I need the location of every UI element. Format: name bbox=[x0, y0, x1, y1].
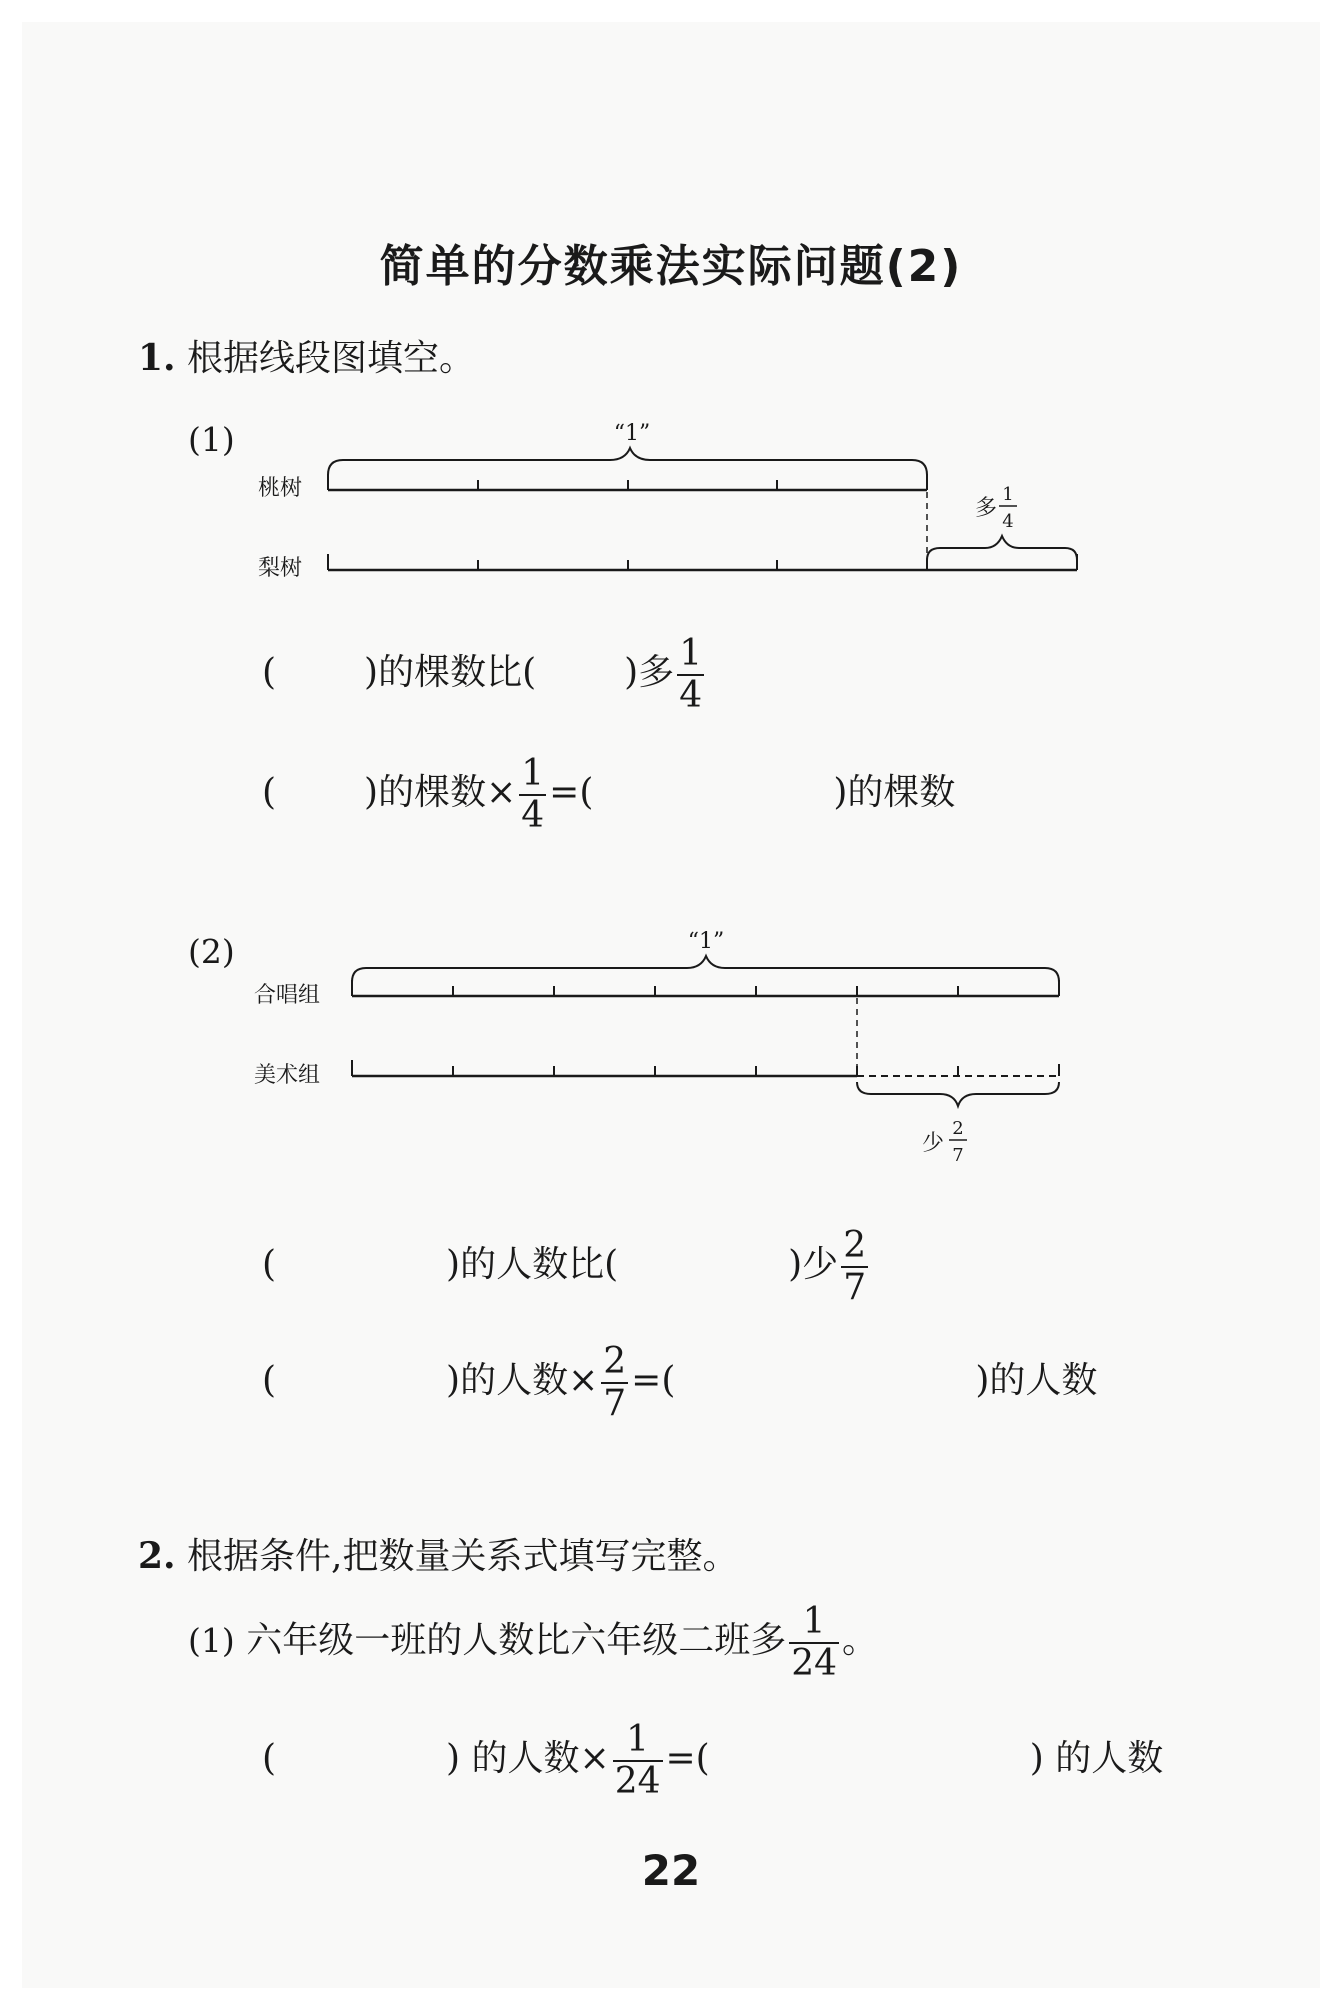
open-paren: ( bbox=[262, 1738, 277, 1779]
less-frac-denominator: 7 bbox=[952, 1145, 964, 1166]
row1-ticks bbox=[328, 474, 927, 490]
row2-label: 美术组 bbox=[254, 1063, 321, 1088]
q1-part2-blank-line-2 bbox=[262, 1341, 1098, 1424]
fraction: $\frac{2}{7}$ bbox=[603, 1341, 627, 1424]
unit-brace bbox=[328, 448, 927, 475]
fraction: $\frac{1}{24}$ bbox=[791, 1601, 838, 1684]
less-label: 少 bbox=[922, 1131, 945, 1156]
q1-part2-line-diagram bbox=[240, 920, 1120, 1190]
q2-part1-text: 六年级一班的人数比六年级二班多 bbox=[246, 1620, 787, 1661]
page-title: 简单的分数乘法实际问题(2) bbox=[379, 241, 963, 292]
line-text: )的人数 bbox=[975, 1360, 1098, 1401]
extra-frac-numerator: 1 bbox=[1002, 484, 1014, 505]
line-text: )少 bbox=[788, 1244, 839, 1285]
q2-part1-label: (1) bbox=[188, 1621, 235, 1660]
q1-part1-label: (1) bbox=[188, 420, 235, 459]
row2-ticks bbox=[328, 554, 1077, 570]
page-number: 22 bbox=[641, 1846, 701, 1895]
question-2-text: 根据条件,把数量关系式填写完整。 bbox=[187, 1536, 739, 1577]
unit-label: “1” bbox=[687, 929, 725, 954]
fraction: $\frac{1}{24}$ bbox=[614, 1719, 661, 1802]
q1-part1-line-diagram bbox=[240, 410, 1120, 610]
question-2-number: 2. bbox=[138, 1535, 176, 1577]
line-text: )的棵数比( bbox=[364, 652, 537, 693]
row1-ticks bbox=[352, 980, 1059, 996]
equals-paren: =( bbox=[665, 1738, 710, 1779]
question-2-heading bbox=[138, 1528, 739, 1579]
unit-brace bbox=[352, 956, 1059, 982]
q1-part1-blank-line-1 bbox=[262, 633, 707, 716]
open-paren: ( bbox=[262, 772, 277, 813]
extra-label: 多 bbox=[975, 496, 998, 521]
line-text: )的人数比( bbox=[446, 1244, 619, 1285]
question-1-text: 根据线段图填空。 bbox=[187, 338, 476, 379]
fraction: $\frac{1}{4}$ bbox=[679, 633, 703, 716]
open-paren: ( bbox=[262, 1360, 277, 1401]
line-text: )多 bbox=[624, 652, 675, 693]
extra-brace bbox=[927, 536, 1077, 560]
sentence-end: 。 bbox=[842, 1620, 879, 1661]
line-text: )的人数× bbox=[446, 1360, 599, 1401]
q1-part1-blank-line-2 bbox=[262, 753, 956, 836]
fraction: $\frac{2}{7}$ bbox=[843, 1225, 867, 1308]
less-frac-numerator: 2 bbox=[952, 1118, 964, 1139]
question-1-number: 1. bbox=[138, 337, 176, 379]
q2-part1-blank-line bbox=[262, 1719, 1164, 1802]
q1-part2-blank-line-1 bbox=[262, 1225, 871, 1308]
row2-ticks bbox=[352, 1060, 1059, 1076]
line-text: )的棵数 bbox=[833, 772, 956, 813]
equals-paren: =( bbox=[549, 772, 594, 813]
row1-label: 合唱组 bbox=[254, 983, 321, 1008]
line-text: ) 的人数× bbox=[446, 1738, 610, 1779]
less-brace bbox=[857, 1082, 1059, 1106]
equals-paren: =( bbox=[631, 1360, 676, 1401]
row1-label: 桃树 bbox=[258, 476, 303, 501]
q2-part1-condition bbox=[188, 1601, 879, 1684]
unit-label: “1” bbox=[613, 421, 651, 446]
line-text: ) 的人数 bbox=[1029, 1738, 1164, 1779]
extra-frac-denominator: 4 bbox=[1002, 511, 1014, 532]
open-paren: ( bbox=[262, 1244, 277, 1285]
line-text: )的棵数× bbox=[364, 772, 517, 813]
q1-part2-label: (2) bbox=[188, 932, 235, 971]
open-paren: ( bbox=[262, 652, 277, 693]
fraction: $\frac{1}{4}$ bbox=[521, 753, 545, 836]
question-1-heading bbox=[138, 330, 475, 381]
row2-label: 梨树 bbox=[258, 556, 303, 581]
